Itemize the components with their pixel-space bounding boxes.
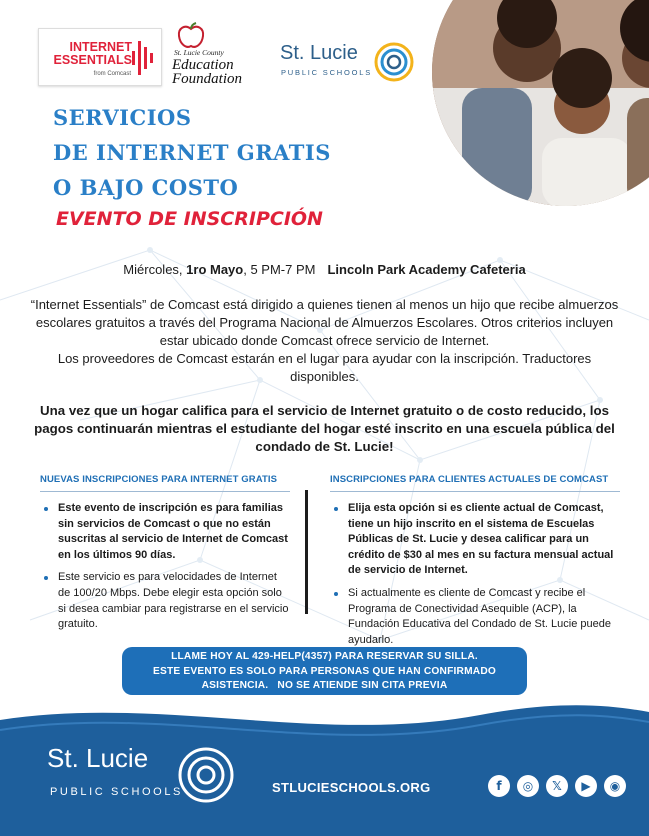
edu-county-label: St. Lucie County (174, 48, 224, 57)
edu-foundation-wordmark: Education Foundation (172, 57, 242, 87)
footer-logo-name: St. Lucie (47, 743, 149, 773)
signal-bars-icon (131, 37, 155, 79)
intro-paragraph: “Internet Essentials” de Comcast está dirigido a quienes tienen al menos un hijo que recibe almuerzos escolares gratuitos a través del Programa Nacional de Almuerzos Escolares. Otros criterios incluyen estar ubicado donde Comcast ofrece servicio de Internet. (30, 297, 619, 348)
call-to-action-box (122, 647, 527, 695)
apple-icon (176, 22, 206, 50)
slps-sub: PUBLIC SCHOOLS (281, 68, 373, 77)
list-item: Si actualmente es cliente de Comcast y recibe el Programa de Conectividad Asequible (ACP), la Fundación Educativa del Condado de St. Lucie puede ayudarlo. (330, 586, 620, 648)
sun-swirl-icon (372, 40, 416, 84)
event-time: , 5 PM-7 PM (243, 262, 316, 277)
podcast-icon[interactable]: ◉ (604, 775, 626, 797)
qualification-paragraph: Una vez que un hogar califica para el servicio de Internet gratuito o de costo reducido, los pagos continuarán mientras el estudiante del hogar esté inscrito en una escuela pública del condado de St. Lucie! (34, 403, 615, 454)
new-enrollment-list (40, 501, 290, 633)
event-day: Miércoles, (123, 262, 187, 277)
list-item: Este evento de inscripción es para familias sin servicios de Comcast o que no están suscritas al servicio de Internet de Comcast en los últimos 90 días. (40, 501, 290, 563)
cta-line-1: LLAME HOY AL 429-HELP(4357) PARA RESERVAR SU SILLA. (171, 651, 478, 662)
cta-line-2: ESTE EVENTO ES SOLO PARA PERSONAS QUE HAN CONFIRMADO (152, 665, 497, 677)
footer-logo-sub: PUBLIC SCHOOLS (50, 786, 183, 798)
page-title: SERVICIOS DE INTERNET GRATIS O BAJO COSTO (53, 105, 331, 200)
slps-name: St. Lucie (280, 42, 358, 64)
education-foundation-logo (170, 22, 266, 86)
new-enrollment-heading: NUEVAS INSCRIPCIONES PARA INTERNET GRATIS (40, 474, 290, 492)
list-item: Este servicio es para velocidades de Internet de 100/20 Mbps. Debe elegir esta opción solo si desea cambiar para registrarse en el servicio gratuito. (40, 570, 290, 632)
st-lucie-schools-logo (276, 38, 426, 88)
new-enrollment-column (40, 474, 290, 640)
internet-essentials-wordmark: INTERNET ESSENTIALS (53, 40, 132, 67)
cta-line-3: ASISTENCIA. NO SE ATIENDE SIN CITA PREVIA (201, 680, 448, 691)
event-details (0, 262, 649, 277)
column-divider (305, 490, 308, 614)
social-icons (488, 775, 626, 797)
internet-essentials-logo (38, 28, 162, 86)
facebook-icon[interactable]: f (488, 775, 510, 797)
x-icon[interactable]: 𝕏 (546, 775, 568, 797)
event-subtitle: EVENTO DE INSCRIPCIÓN (56, 208, 323, 230)
from-comcast-label: from Comcast (93, 71, 131, 77)
instagram-icon[interactable]: ◎ (517, 775, 539, 797)
current-customers-heading: INSCRIPCIONES PARA CLIENTES ACTUALES DE COMCAST (330, 474, 620, 492)
providers-paragraph: Los proveedores de Comcast estarán en el lugar para ayudar con la inscripción. Traductores disponibles. (57, 351, 592, 384)
youtube-icon[interactable]: ▶ (575, 775, 597, 797)
current-customers-column (330, 474, 620, 655)
current-customers-list (330, 501, 620, 648)
website-link[interactable]: STLUCIESCHOOLS.ORG (272, 780, 431, 795)
event-date: 1ro Mayo (186, 262, 244, 277)
footer-swirl-icon (176, 745, 236, 805)
event-location: Lincoln Park Academy Cafeteria (327, 262, 526, 277)
list-item: Elija esta opción si es cliente actual de Comcast, tiene un hijo inscrito en el sistema de Escuelas Públicas de St. Lucie y desea calificar para un crédito de $30 al mes en su factura mensual actual de servicio de Internet. (330, 501, 620, 579)
